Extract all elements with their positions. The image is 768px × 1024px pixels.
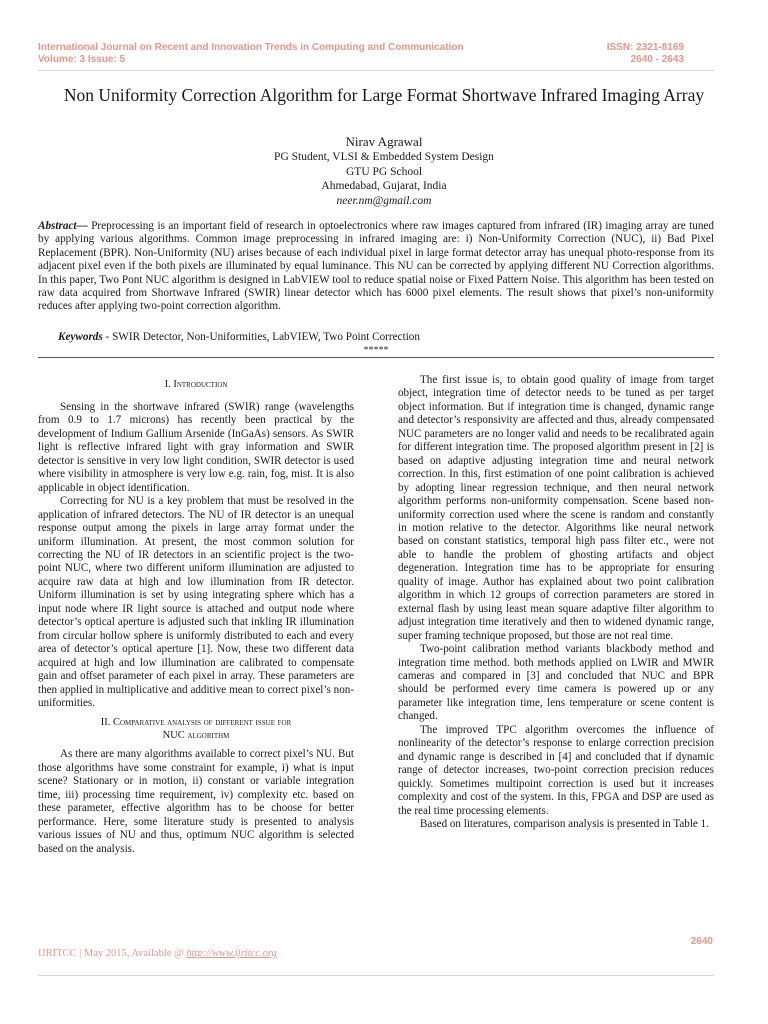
paper-title: Non Uniformity Correction Algorithm for Large Format Shortwave Infrared Imaging Array [63, 85, 705, 105]
author-affiliation: PG Student, VLSI & Embedded System Design [274, 151, 494, 163]
comparative-heading [38, 716, 354, 742]
comparative-heading-line-2: NUC algorithm [162, 730, 230, 742]
footer [38, 948, 277, 959]
author-location: Ahmedabad, Gujarat, India [321, 180, 447, 192]
page-range: 2640 - 2643 [630, 54, 684, 65]
journal-volume: Volume: 3 Issue: 5 [38, 54, 126, 65]
author-name: Nirav Agrawal [345, 134, 423, 149]
right-column [398, 374, 714, 831]
issn: ISSN: 2321-8169 [606, 42, 684, 53]
right-paragraph-4: Based on literatures, comparison analysis is presented in Table 1. [420, 817, 709, 830]
keywords-label: Keywords [58, 331, 103, 343]
journal-name: International Journal on Recent and Innovation Trends in Computing and Communication [38, 42, 464, 53]
intro-heading: I. Introduction [164, 379, 228, 390]
journal-header [38, 42, 464, 66]
header-rule [38, 70, 714, 71]
comparative-paragraph-1: As there are many algorithms available to correct pixel’s NU. But those algorithms have some constraint for example, i) what is input scene? Stationary or in motion, ii) constant or variable integration time, iii) processing time requirement, iv) complexity etc. based on these parameter, effective algorithm has to be choose for better performance. Here, some literature study is presented to analysis various issues of NU and thus, optimum NUC algorithm is selected based on the analysis. [38, 748, 354, 855]
keywords-text: - SWIR Detector, Non-Uniformities, LabVIEW, Two Point Correction [102, 331, 420, 343]
author-block [40, 134, 728, 208]
comparative-heading-line-1: II. Comparative analysis of different issue for [100, 717, 292, 729]
intro-paragraph-2: Correcting for NU is a key problem that must be resolved in the application of infrared detectors. The NU of IR detector is an unequal response output among the pixels in large array format under the uniform illumination. At present, the most common solution for correcting the NU of IR detectors in an scientific project is the two-point NUC, where two different uniform illumination are adjusted to acquire raw data at high and low illumination from IR detector. Uniform illumination is set by using integrating sphere which has a input node where IR light source is attached and output node where detector’s optical aperture is adjusted such that inkling IR illumination from circular hollow sphere is uniformly distributed to each and every area of detector’s optical aperture [1]. Now, these two different data acquired at high and low illumination are calibrated to compensate gain and offset parameter of each pixel in array. These parameters are then applied in multiplicative and additive mean to correct pixel’s non-uniformities. [38, 495, 354, 709]
journal-link[interactable]: http://www.ijritcc.org [186, 948, 277, 959]
right-paragraph-1: The first issue is, to obtain good quality of image from target object, integration time of detector needs to be tuned as per target object information. But if integration time is changed, dynamic range and detector’s responsivity are affected and thus, already compensated NUC parameters are no longer valid and needs to be recalibrated again for different integration time. The proposed algorithm present in [2] is based on adaptive adjusting integration time and neural network correction. In this, first estimation of one point calibration is achieved by adopting linear regression technique, and then neural network algorithm performs non-uniformity compensation. Scene based non-uniformity correction used where the scene is random and constantly in motion relative to the detector. Algorithms like neural network based on constant statistics, temporal high pass filter etc., were not able to handle the problem of ghosting artifacts and object degeneration. Integration time has to be appropriate for ensuring quality of image. Author has explained about two point calibration algorithm in which 12 groups of correction parameters are stored in external flash by using least mean square adaptive filter algorithm to adjust integration time iteratively and then to widened dynamic range, super framing technique proposed, but those are not real time. [398, 374, 714, 642]
left-column [38, 374, 354, 856]
issn-header [607, 42, 684, 66]
section-separator: ***** [363, 345, 389, 356]
keywords [58, 331, 708, 344]
page-number: 2640 [690, 936, 713, 947]
separator-rule [38, 357, 714, 358]
abstract-text: Preprocessing is an important field of research in optoelectronics where raw images captured from infrared (IR) imaging array are tuned by applying various algorithms. Common image preprocessing in infrared imaging are: i) Non-Uniformity Correction (NUC), ii) Bad Pixel Replacement (BPR). Non-Uniformity (NU) arises because of each individual pixel in large format detector array has unequal photo-response from its adjacent pixel even if the both pixels are illuminated by equal luminance. This NU can be corrected by applying different NU Correction algorithms. In this paper, Two Pont NUC algorithm is designed in LabVIEW tool to reduce spatial noise or Fixed Pattern Noise. This algorithm has been tested on raw data acquired from Shortwave Infrared (SWIR) linear detector which has 6000 pixel elements. The result shows that pixel’s non-uniformity reduces after applying two-point correction algorithm. [38, 220, 714, 313]
footer-text: IJRITCC | May 2015, Available @ [38, 948, 187, 959]
author-school: GTU PG School [345, 165, 423, 178]
abstract-label: Abstract— [38, 220, 88, 232]
abstract [38, 220, 714, 314]
author-email: neer.nm@gmail.com [336, 194, 432, 207]
right-paragraph-3: The improved TPC algorithm overcomes the influence of nonlinearity of the detector’s response to enlarge correction precision and dynamic range is described in [4] and concluded that if dynamic range of detector increases, two-point correction precision reduces quickly. Sometimes multipoint correction is used but it increases complexity and cost of the system. In this, FPGA and DSP are used as the real time processing elements. [398, 723, 714, 817]
intro-paragraph-1: Sensing in the shortwave infrared (SWIR) range (wavelengths from 0.9 to 1.7 microns) has recently been practical by the development of Indium Gallium Arsenide (InGaAs) sensors. As SWIR light is reflective infrared light with gray information and SWIR detector is sensitive in very low light condition, SWIR detector is used where visibility in atmosphere is very low e.g. rain, fog, mist. It is also applicable in object identification. [38, 401, 354, 494]
right-paragraph-2: Two-point calibration method variants blackbody method and integration time method. both methods applied on LWIR and MWIR cameras and compared in [3] and concluded that NUC and BPR should be performed every time camera is powered up or any parameter like integration time, lens temperature or scene content is changed. [398, 643, 714, 723]
footer-rule [38, 975, 714, 976]
